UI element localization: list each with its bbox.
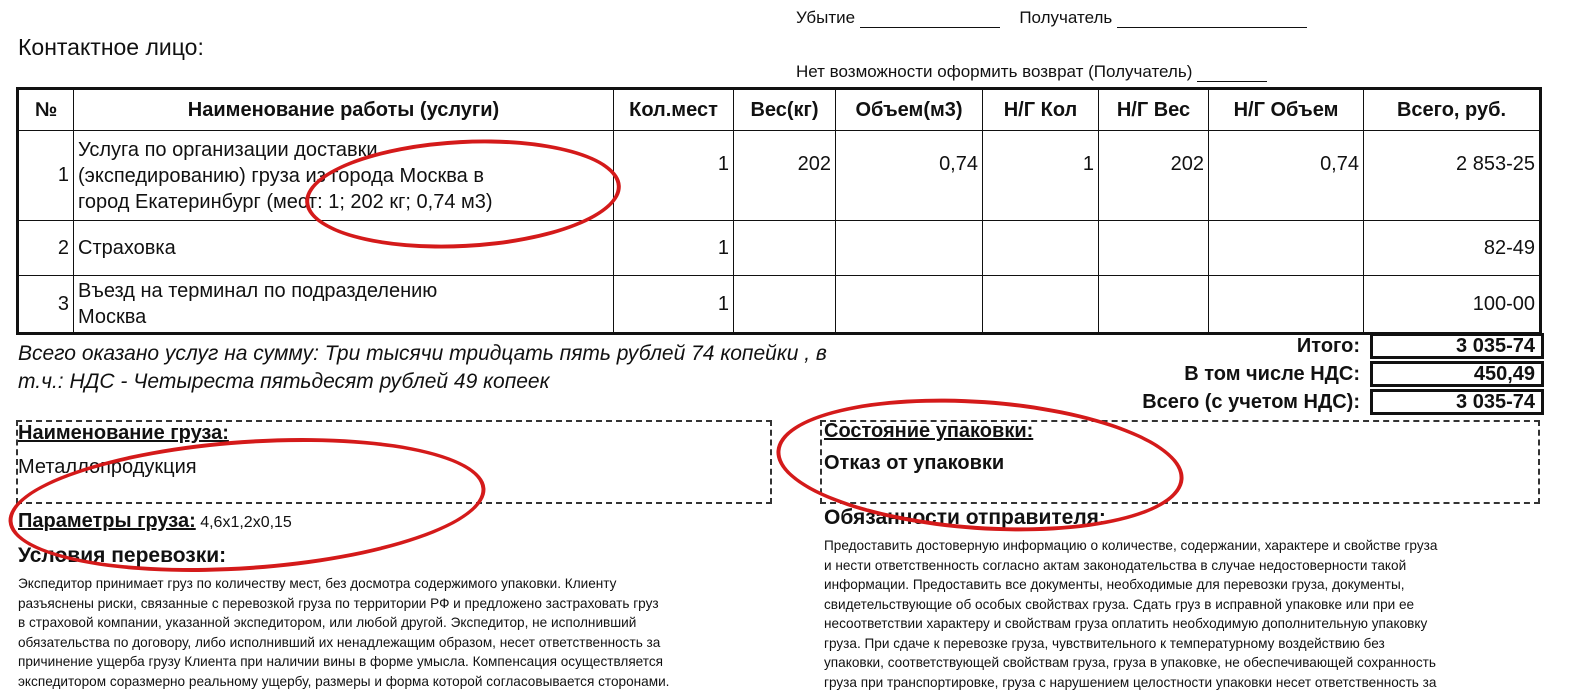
summary-text: [18, 340, 978, 396]
row-volume: [836, 276, 983, 334]
duties-line: груза при транспортировке, груза с нарушением целостности упаковки несет ответственность за: [824, 674, 1437, 690]
table-row: [18, 131, 1541, 221]
itogo-label: Итого:: [1296, 335, 1360, 357]
row-places: 1: [614, 221, 734, 276]
col-header-name: Наименование работы (услуги): [74, 89, 614, 131]
row-ng-weight: 202: [1099, 131, 1209, 221]
col-header-num: №: [18, 89, 74, 131]
loss-label: Убытие: [796, 8, 856, 27]
row-ng-volume: [1209, 221, 1364, 276]
recipient-blank: [1117, 11, 1307, 28]
row-total: 2 853-25: [1364, 131, 1541, 221]
row-volume: [836, 221, 983, 276]
conditions-text: [18, 574, 778, 691]
packing-value: Отказ от упаковки: [824, 452, 1005, 474]
row-total: 100-00: [1364, 276, 1541, 334]
itogo-value: 3 035-74: [1370, 333, 1544, 359]
col-header-total: Всего, руб.: [1364, 89, 1541, 131]
table-header-row: [18, 89, 1541, 131]
conditions-line: причинение ущерба грузу Клиента при наличии вины в форме умысла. Компенсация осуществляется: [18, 654, 664, 669]
col-header-ng-volume: Н/Г Объем: [1209, 89, 1364, 131]
row-name: [74, 276, 614, 334]
row-name-line: Услуга по организации доставки: [78, 138, 378, 161]
conditions-title: Условия перевозки:: [18, 544, 227, 567]
col-header-weight: Вес(кг): [734, 89, 836, 131]
table-row: [18, 221, 1541, 276]
duties-line: Предоставить достоверную информацию о количестве, содержании, характере и свойстве груза: [824, 538, 1438, 553]
contact-label: Контактное лицо:: [18, 34, 204, 60]
row-places: 1: [614, 276, 734, 334]
duties-line: свидетельствующие об особых свойствах груза. Сдать груз в исправной упаковке или при ее: [824, 596, 1415, 612]
services-table: [16, 87, 1542, 335]
recipient-label: Получатель: [1019, 8, 1113, 27]
row-weight: [734, 276, 836, 334]
col-header-volume: Объем(м3): [836, 89, 983, 131]
loss-blank: [860, 11, 1000, 28]
duties-line: информации. Предоставить все документы, необходимые для перевозки груза, документы,: [824, 577, 1405, 592]
row-ng-weight: [1099, 221, 1209, 276]
duties-text: [824, 536, 1544, 692]
row-name-line: Въезд на терминал по подразделению: [78, 280, 438, 302]
return-blank: [1197, 65, 1267, 82]
vat-label: В том числе НДС:: [1184, 363, 1360, 385]
conditions-line: экспедитором соразмерно реальному ущербу, размеры и форма которой согласовывается сторонами.: [18, 673, 670, 689]
summary-line: т.ч.: НДС - Четыреста пятьдесят рублей 49 копеек: [18, 370, 550, 393]
row-num: 2: [18, 221, 74, 276]
row-weight: 202: [734, 131, 836, 221]
vat-value: 450,49: [1370, 361, 1544, 387]
conditions-line: разъяснены риски, связанные с перевозкой груза по территории РФ и предложено застраховать груз: [18, 595, 659, 611]
duties-line: груза. При сдаче к перевозке груза, чувствительного к температурному воздействию без: [824, 635, 1385, 651]
cargo-name-label: Наименование груза:: [18, 422, 229, 444]
row-ng-weight: [1099, 276, 1209, 334]
row-num: 1: [18, 131, 74, 221]
total-vat-label: Всего (с учетом НДС):: [1142, 391, 1360, 413]
cargo-params-label: Параметры груза:: [18, 510, 196, 532]
row-ng-count: [983, 221, 1099, 276]
conditions-line: обязательства по договору, либо исполнивший их ненадлежащим образом, несет ответственность за: [18, 634, 661, 650]
duties-line: несоответствии характеру и свойствам груза оплатить необходимую дополнительную упаковку: [824, 616, 1428, 631]
col-header-ng-count: Н/Г Кол: [983, 89, 1099, 131]
cargo-params-value: 4,6х1,2х0,15: [200, 514, 292, 531]
row-ng-count: 1: [983, 131, 1099, 221]
duties-line: и нести ответственность согласно актам законодательства в случае недостоверности такой: [824, 557, 1407, 573]
return-line: [796, 62, 1267, 82]
row-weight: [734, 221, 836, 276]
conditions-line: в страховой компании, указанной экспедитором, или любой другой. Экспедитор, не исполнивший: [18, 615, 637, 630]
row-name: Страховка: [74, 221, 614, 276]
col-header-ng-weight: Н/Г Вес: [1099, 89, 1209, 131]
total-vat-value: 3 035-74: [1370, 389, 1544, 415]
return-note: Нет возможности оформить возврат (Получатель): [796, 62, 1193, 81]
row-ng-count: [983, 276, 1099, 334]
row-name-line: (экспедированию) груза из города Москва в: [78, 164, 484, 187]
summary-line: Всего оказано услуг на сумму: Три тысячи тридцать пять рублей 74 копейки , в: [18, 342, 827, 365]
conditions-line: Экспедитор принимает груз по количеству мест, без досмотра содержимого упаковки. Клиенту: [18, 576, 617, 591]
row-num: 3: [18, 276, 74, 334]
cargo-name-value: Металлопродукция: [18, 456, 197, 478]
table-row: [18, 276, 1541, 334]
duties-title: Обязанности отправителя:: [824, 506, 1106, 529]
row-name-line: Москва: [78, 306, 147, 328]
row-places: 1: [614, 131, 734, 221]
row-ng-volume: [1209, 276, 1364, 334]
row-volume: 0,74: [836, 131, 983, 221]
loss-line: [796, 8, 1307, 28]
col-header-places: Кол.мест: [614, 89, 734, 131]
duties-line: упаковки, соответствующей свойствам груза, груза в упаковке, не обеспечивающей сохранность: [824, 655, 1436, 670]
row-name-line: город Екатеринбург (мест: 1; 202 кг; 0,74 м3): [78, 190, 493, 213]
row-ng-volume: 0,74: [1209, 131, 1364, 221]
row-total: 82-49: [1364, 221, 1541, 276]
packing-label: Состояние упаковки:: [824, 420, 1034, 442]
